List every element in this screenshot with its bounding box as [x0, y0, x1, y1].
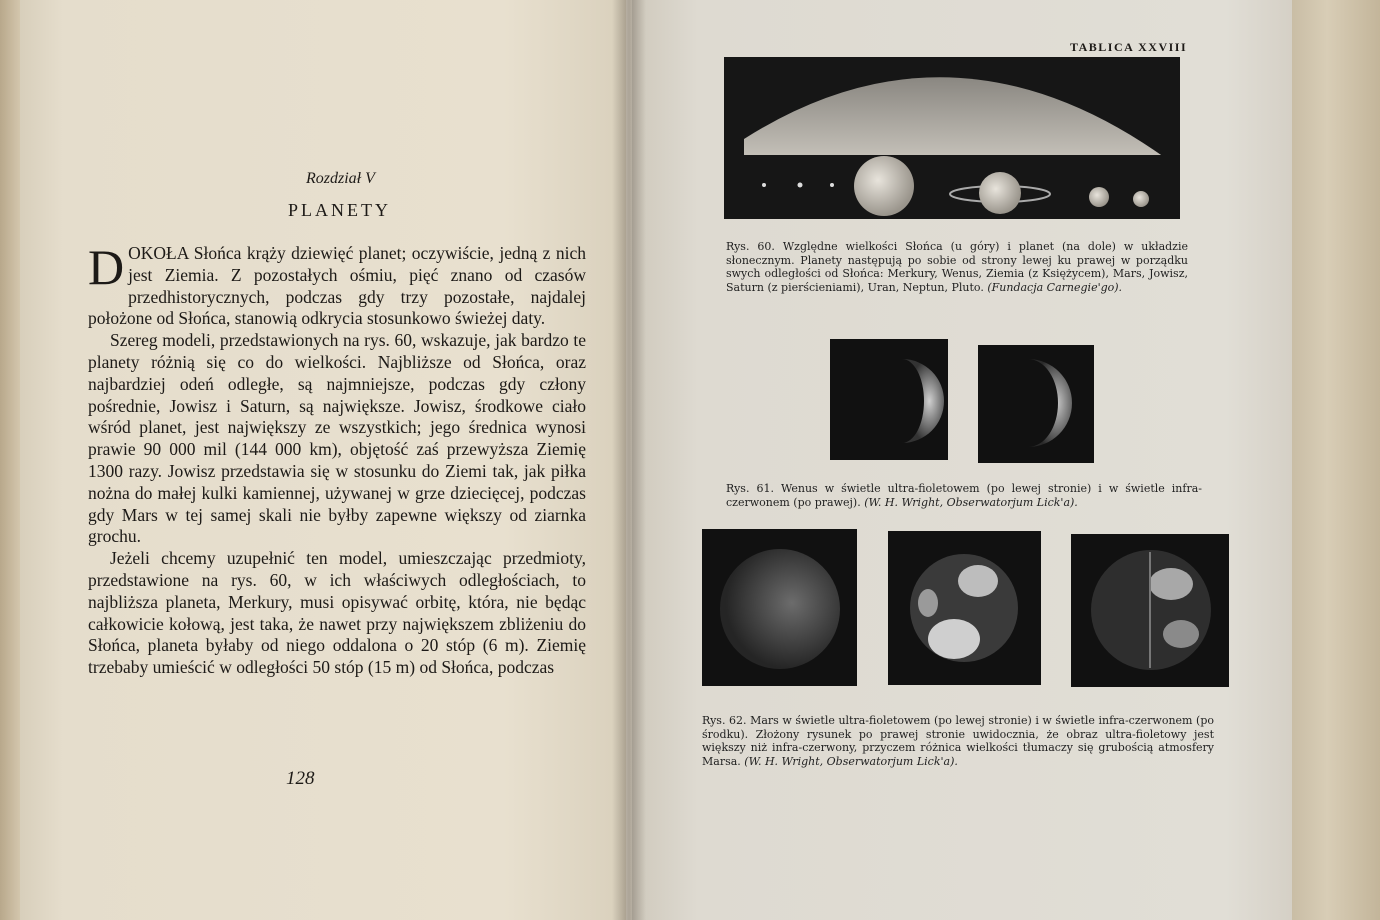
chapter-title: PLANETY	[288, 200, 391, 220]
paragraph-1-text: OKOŁA Słońca krąży dziewięć planet; oczywiście, jedną z nich jest Ziemia. Z pozostałych ośmiu, pięć znano od czasów przedhistorycznych, podczas gdy trzy pozostałe, najdalej położone od Słońca, stanowią odkrycia stosunkowo świeżej daty.	[88, 243, 586, 329]
figure-60-sun-and-planets-photo	[724, 57, 1180, 219]
chapter-body	[88, 239, 586, 679]
figure-61-venus-ultraviolet-photo	[830, 339, 948, 460]
paragraph-3: Jeżeli chcemy uzupełnić ten model, umieszczając przedmioty, przedstawione na rys. 60, w ich właściwych odległościach, to najbliższa planeta, Merkury, musi opisywać orbitę, która, nie będąc całkowicie kołową, jest taka, że nawet przy największem zbliżeniu do Słońca, planeta byłaby od niego oddalona o 20 stóp (6 m). Ziemię trzebaby umieścić w odległości 50 stóp (15 m) od Słońca, podczas	[88, 548, 586, 678]
figure-62-caption-text: Rys. 62. Mars w świetle ultra-fioletowem (po lewej stronie) i w świetle infra-czerwonem (po środku). Złożony rysunek po prawej stronie uwidocznia, że obraz ultra-fioletowy jest większy niż infra-czerwony, przyczem różnica wielkości tłumaczy się grubością atmosfery Marsa.	[702, 714, 1214, 768]
figure-61-caption-text: Rys. 61. Wenus w świetle ultra-fioletowem (po lewej stronie) i w świetle infra-czerwonem (po prawej).	[726, 482, 1202, 509]
figure-62-mars-infrared-photo	[888, 531, 1041, 685]
figure-62-mars-composite-photo	[1071, 534, 1229, 687]
paragraph-1	[88, 239, 586, 330]
chapter-label: Rozdział V	[306, 170, 375, 187]
left-page-edge	[0, 0, 20, 920]
figure-61-venus-infrared-photo	[978, 345, 1094, 463]
figure-61-caption	[726, 482, 1202, 509]
figure-60-credit: (Fundacja Carnegie'go).	[987, 280, 1123, 294]
figure-60-caption-text: Rys. 60. Względne wielkości Słońca (u góry) i planet (na dole) w układzie słonecznym. Planety następują po sobie od strony lewej ku prawej w porządku swych odległości od Słońca: Merkury, Wenus, Ziemia (z Księżycem), Mars, Jowisz, Saturn (z pierścieniami), Uran, Neptun, Pluto.	[726, 240, 1188, 294]
figure-62-mars-ultraviolet-photo	[702, 529, 857, 686]
figure-62-caption	[702, 714, 1214, 768]
figure-61-credit: (W. H. Wright, Obserwatorjum Lick'a).	[864, 495, 1078, 509]
drop-cap: D	[88, 239, 125, 295]
paragraph-2: Szereg modeli, przedstawionych na rys. 60, wskazuje, jak bardzo te planety różnią się co do wielkości. Najbliższe od Słońca, oraz najbardziej odeń odległe, są najmniejsze, podczas gdy człony pośrednie, Jowisz i Saturn, są największe. Jowisz, środkowe ciało wśród planet, jest największy ze wszystkich; jego średnica wynosi prawie 90 000 mil (144 000 km), objętość zaś przewyższa Ziemię 1300 razy. Jowisz przedstawia się w stosunku do Ziemi tak, jak piłka nożna do małej kulki kamiennej, używanej w grze dziecięcej, podczas gdy Mars w tej samej skali nie byłby zapewne większy od ziarnka grochu.	[88, 330, 586, 547]
figure-60-caption	[726, 240, 1188, 294]
figure-62-credit: (W. H. Wright, Obserwatorjum Lick'a).	[744, 754, 958, 768]
page-number: 128	[286, 768, 315, 789]
plate-label: TABLICA XXVIII	[1070, 40, 1188, 54]
book-gutter	[612, 0, 646, 920]
right-page-edge	[1292, 0, 1380, 920]
